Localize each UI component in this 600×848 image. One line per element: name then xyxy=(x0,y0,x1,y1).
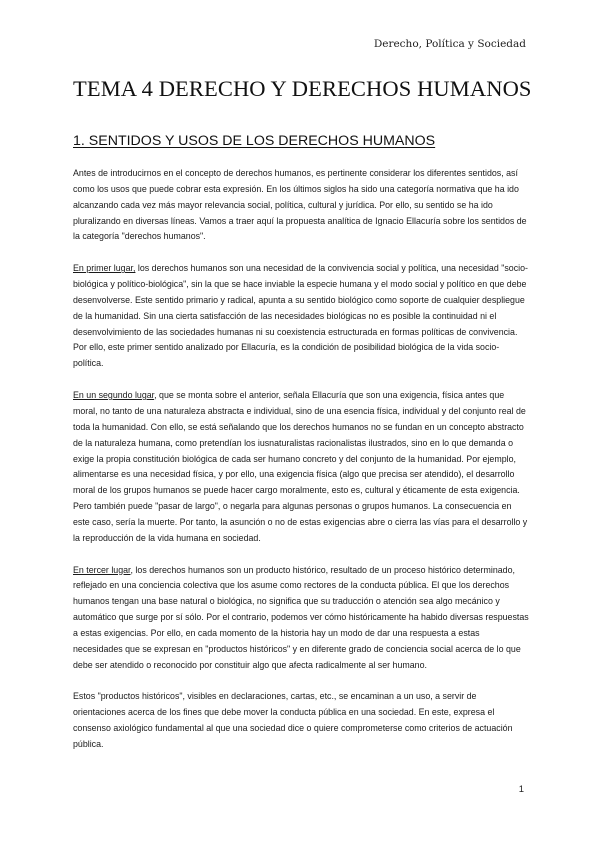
body-text xyxy=(73,166,529,769)
paragraph-text: los derechos humanos son una necesidad de la convivencia social y política, una necesidad "socio-biológica y político-biológica", sin la que se hace inviable la especie humana y el modo social y político en que debe desenvolverse. Este sentido primario y radical, apunta a su sentido biológico como soporte de cualquier despliegue de la humanidad. Sin una cierta satisfacción de las necesidades biológicas no es posible la continuidad ni el desenvolvimiento de las sociedades humanas ni su coexistencia estructurada en formas políticas de convivencia. Por ello, este primer sentido analizado por Ellacuría, es la condición de posibilidad biológica de la vida socio-política. xyxy=(73,263,528,369)
paragraph-text: Estos "productos históricos", visibles en declaraciones, cartas, etc., se encaminan a un uso, a servir de orientaciones acerca de los fines que debe mover la conducta pública en una sociedad. En este, expresa el consenso axiológico fundamental al que una sociedad dice o quiere comprometerse como criterios de actuación pública. xyxy=(73,691,513,749)
running-header: Derecho, Política y Sociedad xyxy=(373,38,526,50)
section-title: 1. SENTIDOS Y USOS DE LOS DERECHOS HUMANOS xyxy=(73,133,436,149)
paragraph-text: Antes de introducirnos en el concepto de derechos humanos, es pertinente considerar los diferentes sentidos, así como los usos que puede cobrar esta expresión. En los últimos siglos ha sido una categoría normativa que ha ido alcanzando cada vez más mayor relevancia social, política, cultural y jurídica. Por ello, su sentido se ha ido pluralizando en diversas líneas. Vamos a traer aquí la propuesta analítica de Ignacio Ellacuría sobre los sentidos de la categoría "derechos humanos". xyxy=(73,168,527,242)
paragraph-third xyxy=(73,563,529,674)
paragraph-second xyxy=(73,388,529,546)
paragraph-lead: En primer lugar, xyxy=(73,263,136,274)
paragraph-first xyxy=(73,261,529,372)
paragraph-intro xyxy=(73,166,529,245)
paragraph-lead: En tercer lugar xyxy=(73,564,131,575)
paragraph-text: , que se monta sobre el anterior, señala Ellacuría que son una exigencia, física antes que moral, no tanto de una naturaleza abstracta e individual, sino de una esencia física, individual y del conjunto real de toda la humanidad. Con ello, se está señalando que los derechos humanos no se fundan en un concepto abstracto de la naturaleza humana, como pretendían los iusnaturalistas racionalistas ilustrados, sino en lo que demanda o exige la propia constitución biológica de cada ser humano concreto y del conjunto de la humanidad. Por ejemplo, alimentarse es una necesidad física, y por ello, una exigencia física (algo que precisa ser atendido), el desarrollo moral de los grupos humanos se puede hacer cargo moralmente, esto es, cultural y éticamente de esta exigencia. Pero también puede "pasar de largo", o negarla para algunas personas o grupos humanos. La consecuencia en este caso, sería la muerte. Por tanto, la asunción o no de estas exigencias abre o cierra las vías para el desarrollo y la reproducción de la vida humana en sociedad. xyxy=(73,390,528,543)
chapter-title: TEMA 4 DERECHO Y DERECHOS HUMANOS xyxy=(73,76,532,101)
paragraph-text: , los derechos humanos son un producto histórico, resultado de un proceso histórico determinado, reflejado en una conciencia colectiva que los asume como rectores de la conducta pública. El que los derechos humanos tengan una base natural o biológica, no significa que su traducción o atención sea algo mecánico y automático que surge por sí sólo. Por el contrario, podemos ver cómo históricamente ha habido diversas respuestas a estas exigencias. Por ello, en cada momento de la historia hay un modo de dar una respuesta a estas necesidades que se expresan en "productos históricos" y en diferente grado de conciencia social acerca de lo que debe ser atendido o reconocido por constituir algo que afecta radicalmente al ser humano. xyxy=(73,564,529,670)
paragraph-products xyxy=(73,689,529,752)
page-number: 1 xyxy=(518,784,524,795)
paragraph-lead: En un segundo lugar xyxy=(73,390,155,401)
